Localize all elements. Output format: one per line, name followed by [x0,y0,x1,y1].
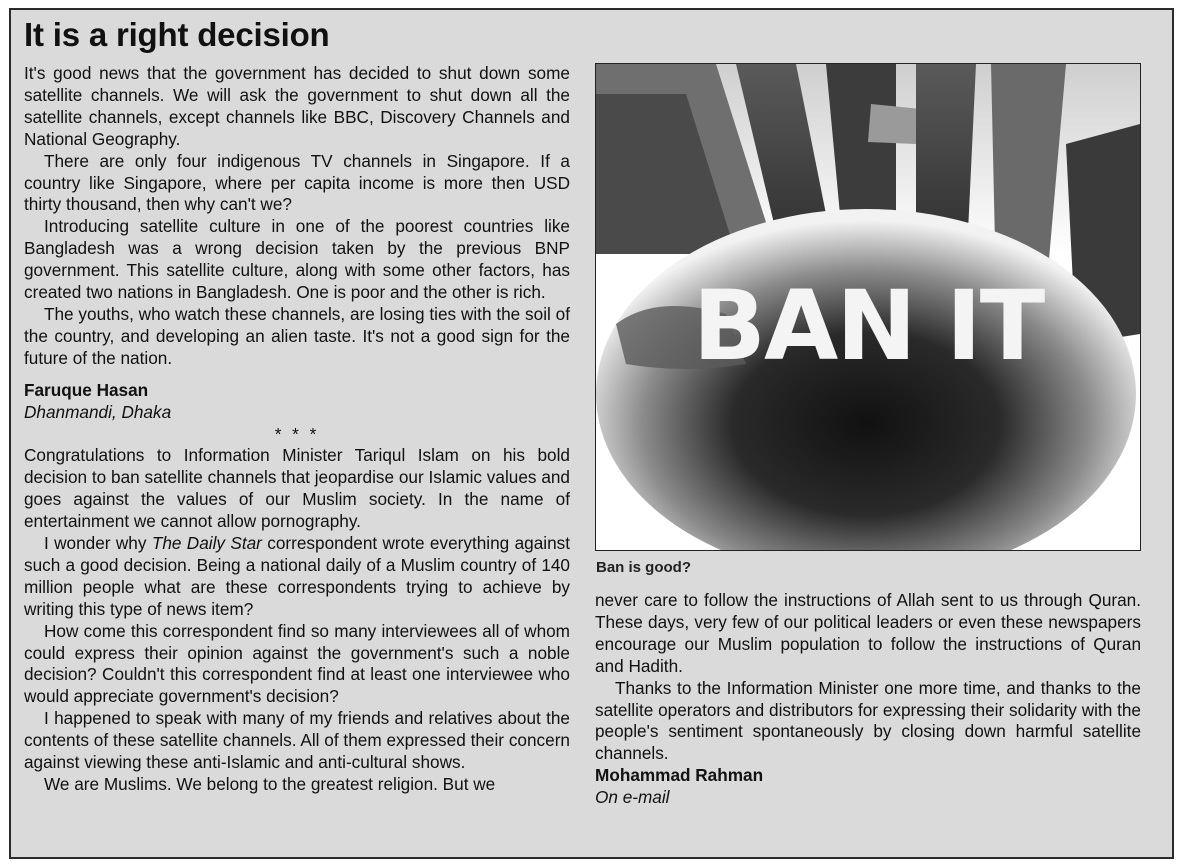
photo-caption: Ban is good? [596,559,691,576]
letter-separator: * * * [274,423,320,444]
letter2-author: Mohammad Rahman [595,765,764,786]
letter1-paragraph-1: It's good news that the government has decided to shut down some satellite channels. We will ask the government to shut down all the satellite channels, except channels like BBC, Discovery Channels and National Geography. [24,63,570,149]
letter2-paragraph-2-start: I wonder why [44,533,152,554]
newspaper-name: The Daily Star [151,533,262,554]
letter2-paragraph-5-start: We are Muslims. We belong to the greatest religion. But we [44,774,496,794]
letter2-paragraph-2 [24,533,570,621]
letter1-author: Faruque Hasan [24,379,149,400]
ban-it-overlay-text: BAN IT [692,270,1044,382]
hand-illustration [596,64,1140,550]
spacer [24,370,570,380]
letter2-location: On e-mail [595,787,670,808]
right-column [595,590,1141,809]
letter1-paragraph-2: There are only four indigenous TV channels in Singapore. If a country like Singapore, where per capita income is more then USD thirty thousand, then why can't we? [24,150,570,215]
letter1-paragraph-3: Introducing satellite culture in one of the poorest countries like Bangladesh was a wrong decision taken by the previous BNP government. This satellite culture, along with some other factors, has created two nations in Bangladesh. One is poor and the other is rich. [24,216,570,303]
letter2-paragraph-2-end: correspondent wrote everything against such a good decision. Being a national daily of a Muslim country of 140 million people what are these correspondents trying to achieve by writing this type of news item? [24,533,571,619]
letter2-paragraph-3: How come this correspondent find so many interviewees all of whom could express their opinion against the government's such a noble decision? Couldn't this correspondent find at least one interviewee who would appreciate government's decision? [24,620,570,707]
letter2-paragraph-6: Thanks to the Information Minister one more time, and thanks to the satellite operators and distributors for expressing their solidarity with the people's sentiment spontaneously by closing down harmful satellite channels. [595,677,1141,764]
letter2-paragraph-4: I happened to speak with many of my friends and relatives about the contents of these satellite channels. All of them expressed their concern against viewing these anti-Islamic and anti-cultural shows. [24,708,570,773]
letter2-paragraph-5-end: never care to follow the instructions of Allah sent to us through Quran. These days, very few of our political leaders or even these newspapers encourage our Muslim population to follow the instructions of Quran and Hadith. [595,590,1141,676]
ban-it-photo [595,63,1141,551]
left-column [24,63,570,796]
letter2-paragraph-1: Congratulations to Information Minister Tariqul Islam on his bold decision to ban satellite channels that jeopardise our Islamic values and goes against the values of our Muslim society. In the name of entertainment we cannot allow pornography. [24,445,570,532]
letter1-paragraph-4: The youths, who watch these channels, are losing ties with the soil of the country, and developing an alien taste. It's not a good sign for the future of the nation. [24,303,570,368]
letter1-location: Dhanmandi, Dhaka [24,401,172,422]
headline: It is a right decision [24,16,330,53]
